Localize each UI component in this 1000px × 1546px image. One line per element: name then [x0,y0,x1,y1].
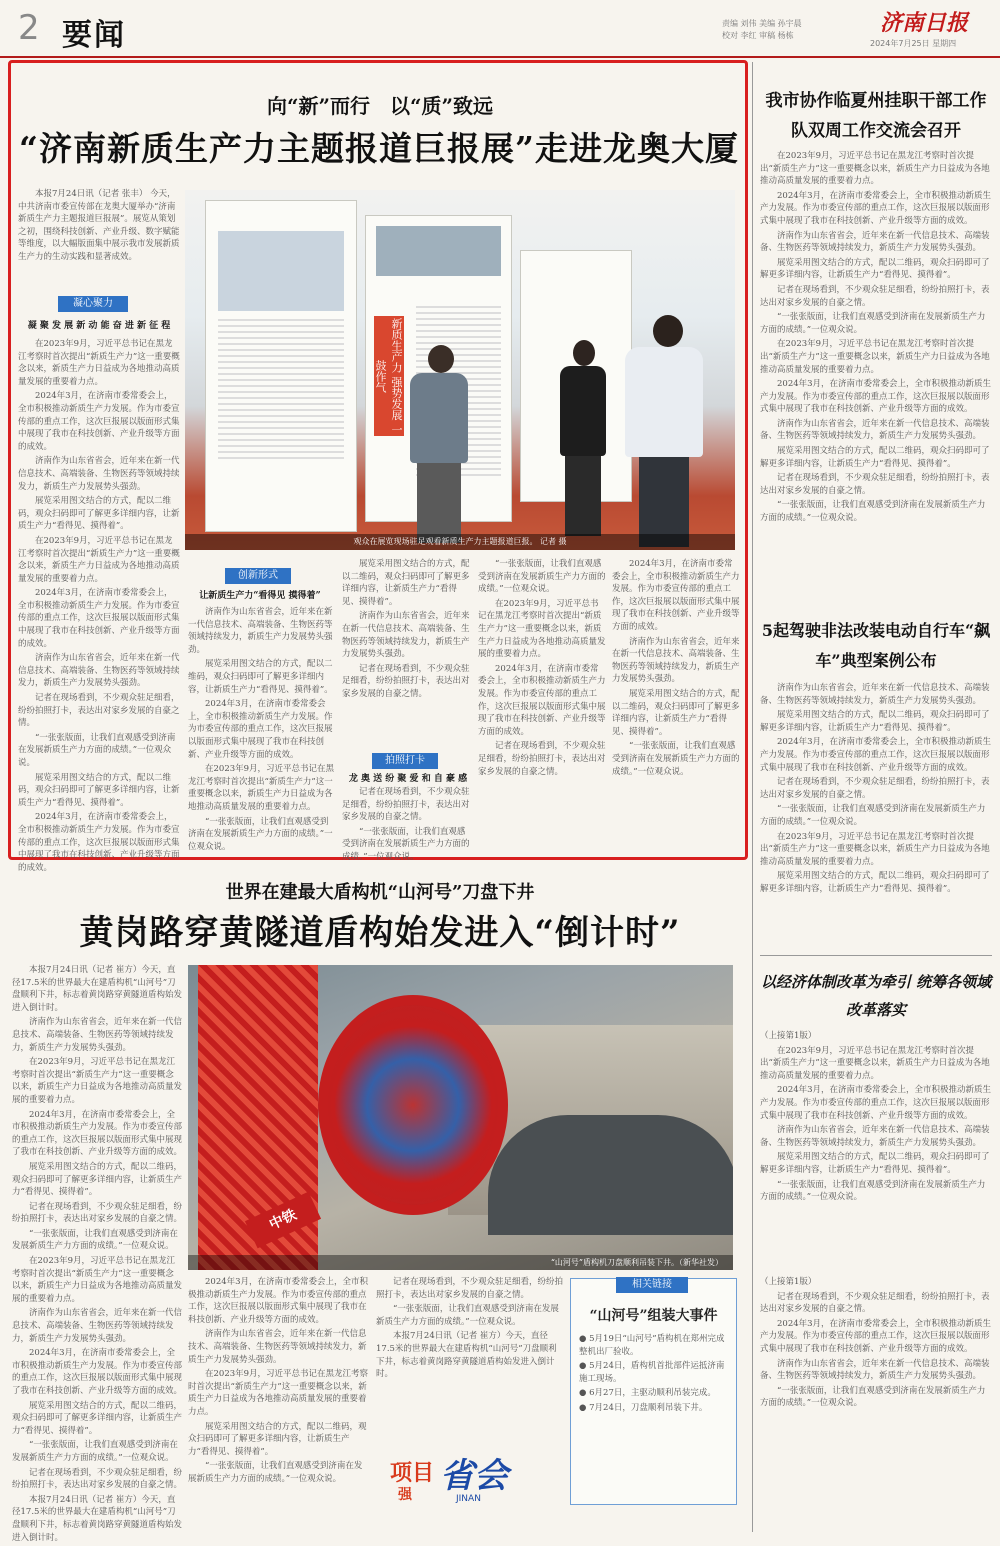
paragraph: 2024年3月，在济南市委常委会上，全市积极推动新质生产力发展。作为市委宣传部的重点工作，这次巨报展以版面形式集中展现了我市在科技创新、产业升级等方面的成效。 [760,379,992,415]
event-item: ● 5月24日，盾构机首批部件运抵济南施工现场。 [579,1361,725,1384]
section-rule [760,955,992,956]
paragraph: 记者在现场看到，不少观众驻足细看，纷纷拍照打卡，表达出对家乡发展的自豪之情。 [342,787,470,823]
paragraph: “一张张版面，让我们直观感受到济南在发展新质生产力方面的成绩。”一位观众说。 [188,1461,363,1484]
paragraph: 记者在现场看到，不少观众驻足细看，纷纷拍照打卡，表达出对家乡发展的自豪之情。 [12,1467,183,1491]
right-story-c-continued [760,1276,992,1412]
paragraph: 记者在现场看到，不少观众驻足细看，纷纷拍照打卡，表达出对家乡发展的自豪之情。 [376,1277,564,1300]
story1-headline: “济南新质生产力主题报道巨报展”走进龙奥大厦 [19,129,739,168]
paragraph: 2024年3月，在济南市委常委会上，全市积极推动新质生产力发展。作为市委宣传部的重点工作，这次巨报展以版面形式集中展现了我市在科技创新、产业升级等方面的成效。 [612,559,740,632]
story1-col5 [612,558,740,780]
paragraph: 济南作为山东省省会，近年来在新一代信息技术、高端装备、生物医药等领域持续发力，新质生产力发展势头强劲。 [188,1329,367,1365]
tag-daka: 拍照打卡 [372,753,438,769]
paragraph: 本报7月24日讯（记者 崔方）今天，直径17.5米的世界最大在建盾构机“山河号”刀盘顺利下井，标志着黄岗路穿黄隧道盾构始发进入倒计时。 [376,1331,557,1380]
story2-col1 [12,964,182,1546]
paragraph: 记者在现场看到，不少观众驻足细看，纷纷拍照打卡，表达出对家乡发展的自豪之情。 [342,663,470,699]
paragraph: 2024年3月，在济南市委常委会上，全市积极推动新质生产力发展。作为市委宣传部的重点工作，这次巨报展以版面形式集中展现了我市在科技创新、产业升级等方面的成效。 [760,190,992,226]
paragraph: 在2023年9月，习近平总书记在黑龙江考察时首次提出“新质生产力”这一重要概念以来，新质生产力日益成为各地推动高质量发展的重要着力点。 [188,764,335,812]
paragraph: 在2023年9月，习近平总书记在黑龙江考察时首次提出“新质生产力”这一重要概念以来，新质生产力日益成为各地推动高质量发展的重要着力点。 [478,598,606,660]
logo-text-1: 项目 [390,1460,435,1486]
story1-kicker: 向“新”而行 以“质”致远 [266,94,493,118]
story1-col3 [342,558,472,703]
paragraph: 济南作为山东省省会，近年来在新一代信息技术、高端装备、生物医药等领域持续发力，新质生产力发展势头强劲。 [18,653,180,689]
tag-ningxin: 凝心聚力 [58,296,128,312]
right-story-c-body [760,1030,992,1206]
paragraph: “一张张版面，让我们直观感受到济南在发展新质生产力方面的成绩。”一位观众说。 [12,1440,178,1463]
paragraph: 济南作为山东省省会，近年来在新一代信息技术、高端装备、生物医药等领域持续发力，新质生产力发展势头强劲。 [760,230,990,254]
paragraph: “一张张版面，让我们直观感受到济南在发展新质生产力方面的成绩。”一位观众说。 [342,826,470,862]
paragraph: 在2023年9月，习近平总书记在黑龙江考察时首次提出“新质生产力”这一重要概念以来，新质生产力日益成为各地推动高质量发展的重要着力点。 [760,831,990,867]
paragraph: 展览采用图文结合的方式，配以二维码，观众扫码即可了解更多详细内容，让新质生产力“看得见、摸得着”。 [342,559,470,607]
event-item: ● 5月19日“山河号”盾构机在郑州完成整机出厂验收。 [579,1334,725,1357]
paragraph: 记者在现场看到，不少观众驻足细看，纷纷拍照打卡，表达出对家乡发展的自豪之情。 [478,741,606,777]
story2-photo [188,965,733,1270]
paragraph: 记者在现场看到，不少观众驻足细看，纷纷拍照打卡，表达出对家乡发展的自豪之情。 [12,1201,183,1225]
paragraph: 2024年3月，在济南市委常委会上，全市积极推动新质生产力发展。作为市委宣传部的重点工作，这次巨报展以版面形式集中展现了我市在科技创新、产业升级等方面的成效。 [18,391,180,452]
paragraph: 2024年3月，在济南市委常委会上，全市积极推动新质生产力发展。作为市委宣传部的重点工作，这次巨报展以版面形式集中展现了我市在科技创新、产业升级等方面的成效。 [478,663,606,737]
story1-photo [185,190,735,550]
paragraph: 济南作为山东省省会，近年来在新一代信息技术、高端装备、生物医药等领域持续发力，新质生产力发展势头强劲。 [342,611,470,660]
page-number: 2 [18,8,40,48]
photo-caption: 观众在展览现场驻足观看新质生产力主题报道巨报。 记者 摄 [185,534,735,550]
tag-chuangxin: 创新形式 [225,568,291,584]
paragraph: 展览采用图文结合的方式，配以二维码，观众扫码即可了解更多详细内容，让新质生产力“看得见、摸得着”。 [760,446,990,469]
sidebox-events [579,1333,729,1417]
paragraph: “一张张版面，让我们直观感受到济南在发展新质生产力方面的成绩。”一位观众说。 [478,559,606,595]
paragraph: “一张张版面，让我们直观感受到济南在发展新质生产力方面的成绩。”一位观众说。 [760,312,986,335]
paragraph: 记者在现场看到，不少观众驻足细看，纷纷拍照打卡，表达出对家乡发展的自豪之情。 [760,1291,990,1315]
panel-text-lines [218,319,344,459]
story2-col3 [376,1276,564,1383]
paragraph: 济南作为山东省省会，近年来在新一代信息技术、高端装备、生物医药等领域持续发力，新质生产力发展势头强劲。 [760,1358,990,1382]
paragraph: 2024年3月，在济南市委常委会上，全市积极推动新质生产力发展。作为市委宣传部的重点工作，这次巨报展以版面形式集中展现了我市在科技创新、产业升级等方面的成效。 [18,812,180,873]
section-title: 要闻 [62,18,126,53]
right-story-a-title: 我市协作临夏州挂职干部工作队双周工作交流会召开 [765,91,987,141]
event-item: ● 7月24日，刀盘顺利吊装下井。 [579,1402,708,1413]
paragraph: “一张张版面，让我们直观感受到济南在发展新质生产力方面的成绩。”一位观众说。 [612,741,740,777]
story2-kicker: 世界在建最大盾构机“山河号”刀盘下井 [225,882,535,903]
paragraph: 在2023年9月，习近平总书记在黑龙江考察时首次提出“新质生产力”这一重要概念以来，新质生产力日益成为各地推动高质量发展的重要着力点。 [18,339,180,387]
paragraph: 展览采用图文结合的方式，配以二维码，观众扫码即可了解更多详细内容，让新质生产力“看得见、摸得着”。 [760,871,990,894]
editor-meta: 责编 刘伟 美编 孙宇晨 [722,19,802,28]
paragraph: 记者在现场看到，不少观众驻足细看，纷纷拍照打卡，表达出对家乡发展的自豪之情。 [760,473,990,496]
photo-caption: “山河号”盾构机刀盘顺利吊装下井。（新华社发） [188,1255,733,1270]
paragraph: 在2023年9月，习近平总书记在黑龙江考察时首次提出“新质生产力”这一重要概念以来，新质生产力日益成为各地推动高质量发展的重要着力点。 [760,339,990,375]
paragraph: “一张张版面，让我们直观感受到济南在发展新质生产力方面的成绩。”一位观众说。 [760,804,986,827]
paragraph: “一张张版面，让我们直观感受到济南在发展新质生产力方面的成绩。”一位观众说。 [12,1228,178,1252]
paragraph: 在2023年9月，习近平总书记在黑龙江考察时首次提出“新质生产力”这一重要概念以来，新质生产力日益成为各地推动高质量发展的重要着力点。 [18,535,180,584]
paragraph: 展览采用图文结合的方式，配以二维码，观众扫码即可了解更多详细内容，让新质生产力“看得见、摸得着”。 [18,496,180,532]
paragraph: 本报7月24日讯（记者 崔方）今天，直径17.5米的世界最大在建盾构机“山河号”刀盘顺利下井，标志着黄岗路穿黄隧道盾构始发进入倒计时。 [12,1494,183,1543]
project-logo [390,1448,540,1518]
visitor-figure [625,315,705,550]
paragraph: 在2023年9月，习近平总书记在黑龙江考察时首次提出“新质生产力”这一重要概念以来，新质生产力日益成为各地推动高质量发展的重要着力点。 [12,1057,183,1105]
paragraph: 在2023年9月，习近平总书记在黑龙江考察时首次提出“新质生产力”这一重要概念以来，新质生产力日益成为各地推动高质量发展的重要着力点。 [12,1256,183,1304]
paragraph: 济南作为山东省省会，近年来在新一代信息技术、高端装备、生物医药等领域持续发力，新质生产力发展势头强劲。 [760,683,990,706]
story1-col3b [342,786,472,866]
subhead-chuangxin: 让新质生产力“看得见 摸得着” [199,591,321,601]
event-text: 5月24日，盾构机首批部件运抵济南施工现场。 [579,1361,725,1384]
right-story-b-body [760,682,992,898]
paragraph: 展览采用图文结合的方式，配以二维码，观众扫码即可了解更多详细内容，让新质生产力“看得见、摸得着”。 [188,1421,367,1457]
right-story-b-title: 5起驾驶非法改装电动自行车“飙车”典型案例公布 [761,621,991,670]
event-text: 5月19日“山河号”盾构机在郑州完成整机出厂验收。 [579,1334,725,1357]
paragraph: 2024年3月，在济南市委常委会上，全市积极推动新质生产力发展。作为市委宣传部的重点工作，这次巨报展以版面形式集中展现了我市在科技创新、产业升级等方面的成效。 [188,699,333,760]
event-item: ● 6月27日，主驱动顺利吊装完成。 [579,1388,716,1399]
paragraph: 济南作为山东省省会，近年来在新一代信息技术、高端装备、生物医药等领域持续发力，新质生产力发展势头强劲。 [12,1017,183,1053]
paragraph: 2024年3月，在济南市委常委会上，全市积极推动新质生产力发展。作为市委宣传部的重点工作，这次巨报展以版面形式集中展现了我市在科技创新、产业升级等方面的成效。 [188,1277,369,1325]
paragraph: 济南作为山东省省会，近年来在新一代信息技术、高端装备、生物医药等领域持续发力，新质生产力发展势头强劲。 [12,1308,183,1344]
event-text: 6月27日，主驱动顺利吊装完成。 [589,1388,716,1399]
story1-col4 [478,558,606,780]
paragraph: 展览采用图文结合的方式，配以二维码，观众扫码即可了解更多详细内容，让新质生产力“看得见、摸得着”。 [12,1400,183,1436]
story1-col2 [188,606,336,855]
paragraph: 济南作为山东省省会，近年来在新一代信息技术、高端装备、生物医药等领域持续发力，新质生产力发展势头强劲。 [612,636,740,685]
crane-logo: 中铁 [245,1192,321,1249]
continue-note: （上接第1版） [760,1277,817,1287]
event-text: 7月24日，刀盘顺利吊装下井。 [589,1402,708,1413]
story2-col2 [188,1276,370,1488]
story1-lead-text: 本报7月24日讯（记者 张丰） 今天，中共济南市委宣传部在龙奥大厦举办“济南新质生产力主题报道巨报展”。展览从策划之初，围绕科技创新、产业升级、数字赋能等维度，以大幅版面集中展示我市发展新质生产力的生动实践和显著成效。 [18,189,180,262]
paragraph: 在2023年9月，习近平总书记在黑龙江考察时首次提出“新质生产力”这一重要概念以来，新质生产力日益成为各地推动高质量发展的重要着力点。 [188,1369,369,1417]
sidebox-title: “山河号”组装大事件 [589,1308,718,1324]
right-story-a-body [760,150,992,527]
exhibit-panel [205,200,357,532]
related-links-box [570,1278,737,1505]
logo-text-2: 强 [398,1487,412,1503]
panel-image [376,226,501,276]
paragraph: 记者在现场看到，不少观众驻足细看，纷纷拍照打卡，表达出对家乡发展的自豪之情。 [760,284,990,308]
cutterhead [318,995,508,1215]
paragraph: 济南作为山东省省会，近年来在新一代信息技术、高端装备、生物医药等领域持续发力，新质生产力发展势头强劲。 [18,456,180,492]
subhead-daka: 龙 奥 送 纷 聚 爱 和 自 豪 感 [348,774,468,784]
subhead-ningxin: 凝 聚 发 展 新 动 能 奋 进 新 征 程 [27,321,171,331]
paragraph: 展览采用图文结合的方式，配以二维码，观众扫码即可了解更多详细内容，让新质生产力“看得见、摸得着”。 [760,710,990,733]
paragraph: 记者在现场看到，不少观众驻足细看，纷纷拍照打卡，表达出对家乡发展的自豪之情。 [18,693,180,729]
logo-text-4: JINAN [456,1494,481,1504]
story2-headline: 黄岗路穿黄隧道盾构始发进入“倒计时” [79,913,681,953]
paper-logo: 济南日报 [880,10,969,36]
paragraph: “一张张版面，让我们直观感受到济南在发展新质生产力方面的成绩。”一位观众说。 [760,1179,986,1203]
paragraph: 展览采用图文结合的方式，配以二维码，观众扫码即可了解更多详细内容，让新质生产力“看得见、摸得着”。 [188,659,333,695]
story1-lead [18,188,180,266]
visitor-figure [560,340,608,540]
source-note: （上接第1版） [760,1031,817,1041]
right-story-c-title: 以经济体制改革为牵引 统筹各领域改革落实 [760,973,992,1019]
paragraph: 2024年3月，在济南市委常委会上，全市积极推动新质生产力发展。作为市委宣传部的重点工作，这次巨报展以版面形式集中展现了我市在科技创新、产业升级等方面的成效。 [760,1318,992,1354]
paragraph: 2024年3月，在济南市委常委会上，全市积极推动新质生产力发展。作为市委宣传部的重点工作，这次巨报展以版面形式集中展现了我市在科技创新、产业升级等方面的成效。 [760,737,992,773]
paragraph: “一张张版面，让我们直观感受到济南在发展新质生产力方面的成绩。”一位观众说。 [376,1304,559,1327]
paragraph: 本报7月24日讯（记者 崔方）今天，直径17.5米的世界最大在建盾构机“山河号”刀盘顺利下井，标志着黄岗路穿黄隧道盾构始发进入倒计时。 [12,965,183,1013]
paragraph: 展览采用图文结合的方式，配以二维码，观众扫码即可了解更多详细内容，让新质生产力“看得见、摸得着”。 [12,1161,183,1198]
logo-text-3: 省会 [440,1456,508,1496]
panel-image [218,231,344,311]
date-line: 2024年7月25日 星期四 [870,39,957,48]
paragraph: 2024年3月，在济南市委常委会上，全市积极推动新质生产力发展。作为市委宣传部的重点工作，这次巨报展以版面形式集中展现了我市在科技创新、产业升级等方面的成效。 [12,1348,183,1396]
paragraph: 记者在现场看到，不少观众驻足细看，纷纷拍照打卡，表达出对家乡发展的自豪之情。 [760,777,990,800]
tag-related: 相关链接 [616,1277,688,1293]
paragraph: 在2023年9月，习近平总书记在黑龙江考察时首次提出“新质生产力”这一重要概念以来，新质生产力日益成为各地推动高质量发展的重要着力点。 [760,1045,990,1081]
header-rule [0,56,1000,58]
paragraph: 济南作为山东省省会，近年来在新一代信息技术、高端装备、生物医药等领域持续发力，新质生产力发展势头强劲。 [188,607,333,655]
visitor-figure [410,345,470,545]
paragraph: 济南作为山东省省会，近年来在新一代信息技术、高端装备、生物医药等领域持续发力，新质生产力发展势头强劲。 [760,418,990,442]
paragraph: “一张张版面，让我们直观感受到济南在发展新质生产力方面的成绩。”一位观众说。 [760,500,986,524]
paragraph: 展览采用图文结合的方式，配以二维码，观众扫码即可了解更多详细内容，让新质生产力“看得见、摸得着”。 [760,1152,990,1175]
paragraph: 2024年3月，在济南市委常委会上，全市积极推动新质生产力发展。作为市委宣传部的重点工作，这次巨报展以版面形式集中展现了我市在科技创新、产业升级等方面的成效。 [12,1109,183,1158]
paragraph: “一张张版面，让我们直观感受到济南在发展新质生产力方面的成绩。”一位观众说。 [760,1385,986,1409]
paragraph: 在2023年9月，习近平总书记在黑龙江考察时首次提出“新质生产力”这一重要概念以来，新质生产力日益成为各地推动高质量发展的重要着力点。 [760,151,990,187]
paragraph: 2024年3月，在济南市委常委会上，全市积极推动新质生产力发展。作为市委宣传部的重点工作，这次巨报展以版面形式集中展现了我市在科技创新、产业升级等方面的成效。 [760,1085,992,1121]
paragraph: 展览采用图文结合的方式，配以二维码，观众扫码即可了解更多详细内容，让新质生产力“看得见、摸得着”。 [612,688,740,737]
panel-title: 新质生产力 强势发展 一鼓作气 [374,317,403,435]
paragraph: 展览采用图文结合的方式，配以二维码，观众扫码即可了解更多详细内容，让新质生产力“看得见、摸得着”。 [760,257,990,281]
story1-col1 [18,338,180,876]
proof-meta: 校对 李红 审稿 杨栋 [722,31,794,40]
shaft-pit [488,1115,733,1235]
paragraph: 展览采用图文结合的方式，配以二维码，观众扫码即可了解更多详细内容，让新质生产力“看得见、摸得着”。 [18,772,180,808]
paragraph: “一张张版面，让我们直观感受到济南在发展新质生产力方面的成绩。”一位观众说。 [18,732,176,768]
paragraph: 济南作为山东省省会，近年来在新一代信息技术、高端装备、生物医药等领域持续发力，新质生产力发展势头强劲。 [760,1125,990,1148]
paragraph: “一张张版面，让我们直观感受到济南在发展新质生产力方面的成绩。”一位观众说。 [188,816,333,852]
paragraph: 2024年3月，在济南市委常委会上，全市积极推动新质生产力发展。作为市委宣传部的重点工作，这次巨报展以版面形式集中展现了我市在科技创新、产业升级等方面的成效。 [18,588,180,649]
column-divider [752,62,753,1532]
